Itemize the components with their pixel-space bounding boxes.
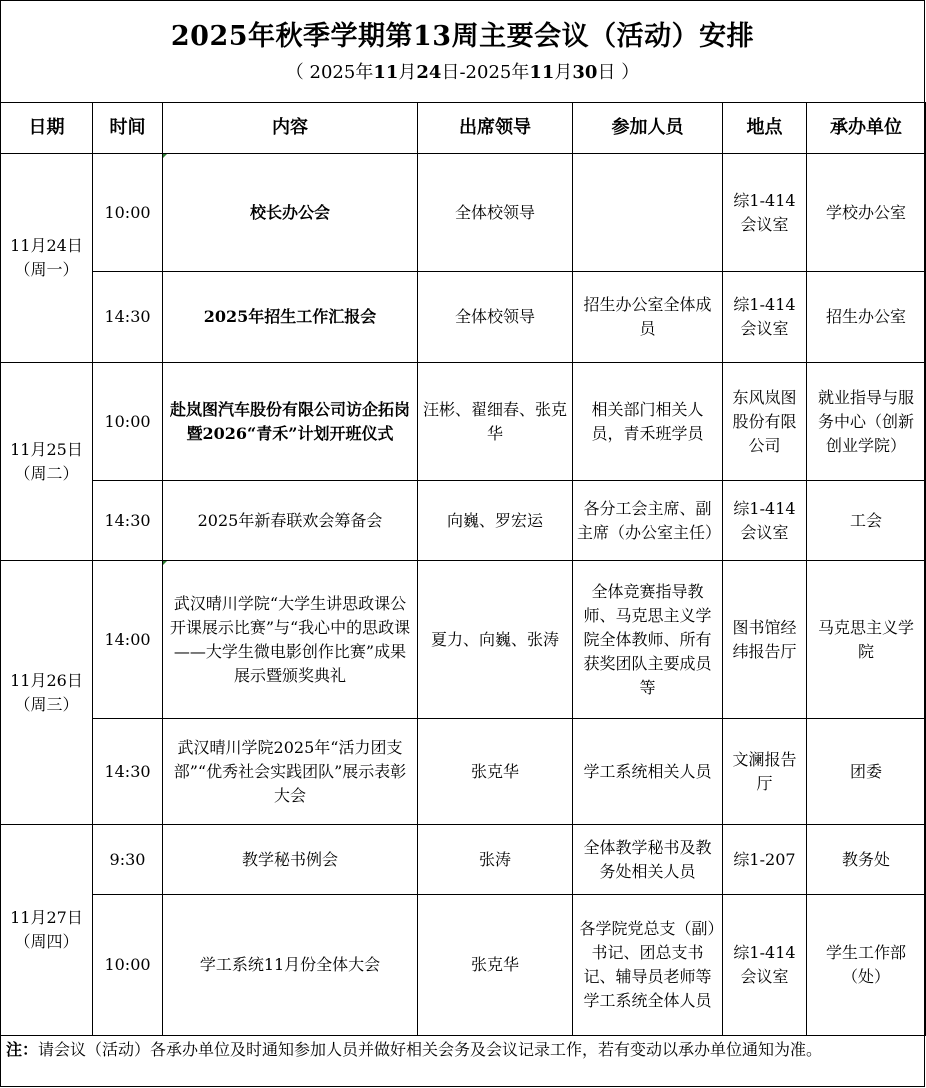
col-header-content: 内容 <box>163 103 418 154</box>
leaders-cell: 汪彬、翟细春、张克华 <box>418 363 573 481</box>
location-cell: 综1-414会议室 <box>723 272 807 363</box>
content-cell: 2025年新春联欢会筹备会 <box>163 481 418 561</box>
location-cell: 图书馆经纬报告厅 <box>723 561 807 719</box>
content-cell: 2025年招生工作汇报会 <box>163 272 418 363</box>
participants-cell: 招生办公室全体成员 <box>573 272 723 363</box>
table-row <box>1 363 926 481</box>
date-cell <box>1 154 93 363</box>
col-header-location: 地点 <box>723 103 807 154</box>
cell-marker <box>163 561 167 565</box>
participants-cell: 各学院党总支（副）书记、团总支书记、辅导员老师等学工系统全体人员 <box>573 895 723 1036</box>
subtitle-month-char-2: 月 <box>554 62 573 83</box>
organizer-cell: 工会 <box>807 481 926 561</box>
col-header-organizer: 承办单位 <box>807 103 926 154</box>
date-cell <box>1 363 93 561</box>
subtitle-month-end: 11 <box>529 62 555 83</box>
time-cell: 14:00 <box>93 561 163 719</box>
note-label: 注： <box>6 1040 39 1059</box>
leaders-cell: 全体校领导 <box>418 272 573 363</box>
weekday-text: （周一） <box>14 260 79 279</box>
date-text: 11月26日 <box>10 670 83 690</box>
time-cell: 14:30 <box>93 272 163 363</box>
organizer-cell: 学生工作部（处） <box>807 895 926 1036</box>
date-range-subtitle <box>0 58 925 84</box>
leaders-cell: 全体校领导 <box>418 154 573 272</box>
footer-note <box>6 1038 916 1062</box>
date-cell <box>1 561 93 825</box>
subtitle-day-end: 30 <box>572 62 598 83</box>
schedule-table <box>0 102 926 1036</box>
leaders-cell: 夏力、向巍、张涛 <box>418 561 573 719</box>
date-cell <box>1 825 93 1036</box>
location-cell: 综1-414会议室 <box>723 895 807 1036</box>
content-cell: 赴岚图汽车股份有限公司访企拓岗暨2026“青禾”计划开班仪式 <box>163 363 418 481</box>
organizer-cell: 就业指导与服务中心（创新创业学院） <box>807 363 926 481</box>
col-header-leaders: 出席领导 <box>418 103 573 154</box>
weekday-text: （周四） <box>14 932 79 951</box>
content-cell: 武汉晴川学院2025年“活力团支部”“优秀社会实践团队”展示表彰大会 <box>163 719 418 825</box>
content-cell: 学工系统11月份全体大会 <box>163 895 418 1036</box>
time-cell: 10:00 <box>93 895 163 1036</box>
header-row <box>1 103 926 154</box>
time-cell: 14:30 <box>93 719 163 825</box>
leaders-cell: 向巍、罗宏运 <box>418 481 573 561</box>
table-row <box>1 719 926 825</box>
participants-cell: 各分工会主席、副主席（办公室主任） <box>573 481 723 561</box>
leaders-cell: 张涛 <box>418 825 573 895</box>
organizer-cell: 学校办公室 <box>807 154 926 272</box>
subtitle-close: 日 ） <box>597 62 640 83</box>
table-row <box>1 154 926 272</box>
leaders-cell: 张克华 <box>418 895 573 1036</box>
content-cell: 校长办公会 <box>163 154 418 272</box>
weekday-text: （周三） <box>14 694 79 714</box>
content-cell: 教学秘书例会 <box>163 825 418 895</box>
date-text: 11月27日 <box>10 908 83 927</box>
participants-cell: 全体教学秘书及教务处相关人员 <box>573 825 723 895</box>
table-row <box>1 272 926 363</box>
date-text: 11月25日 <box>10 439 83 459</box>
subtitle-mid: 日-2025年 <box>441 62 530 83</box>
location-cell: 综1-414会议室 <box>723 481 807 561</box>
location-cell: 文澜报告厅 <box>723 719 807 825</box>
participants-cell: 全体竞赛指导教师、马克思主义学院全体教师、所有获奖团队主要成员等 <box>573 561 723 719</box>
subtitle-day-start: 24 <box>416 62 442 83</box>
time-cell: 10:00 <box>93 154 163 272</box>
note-text: 请会议（活动）各承办单位及时通知参加人员并做好相关会务及会议记录工作，若有变动以承办单位通知为准。 <box>38 1040 823 1059</box>
organizer-cell: 马克思主义学院 <box>807 561 926 719</box>
table-row <box>1 825 926 895</box>
time-cell: 14:30 <box>93 481 163 561</box>
subtitle-month-start: 11 <box>373 62 399 83</box>
time-cell: 10:00 <box>93 363 163 481</box>
subtitle-month-char: 月 <box>398 62 417 83</box>
participants-cell: 相关部门相关人员，青禾班学员 <box>573 363 723 481</box>
weekday-text: （周二） <box>14 463 79 483</box>
leaders-cell: 张克华 <box>418 719 573 825</box>
time-cell: 9:30 <box>93 825 163 895</box>
subtitle-open: （ 2025年 <box>285 62 374 83</box>
content-cell: 武汉晴川学院“大学生讲思政课公开课展示比赛”与“我心中的思政课——大学生微电影创作比赛”成果展示暨颁奖典礼 <box>163 561 418 719</box>
participants-cell: 学工系统相关人员 <box>573 719 723 825</box>
table-row <box>1 481 926 561</box>
col-header-date: 日期 <box>1 103 93 154</box>
organizer-cell: 招生办公室 <box>807 272 926 363</box>
location-cell: 东风岚图股份有限公司 <box>723 363 807 481</box>
col-header-time: 时间 <box>93 103 163 154</box>
location-cell: 综1-414会议室 <box>723 154 807 272</box>
participants-cell <box>573 154 723 272</box>
organizer-cell: 团委 <box>807 719 926 825</box>
page-title: 2025年秋季学期第13周主要会议（活动）安排 <box>170 21 755 52</box>
col-header-participants: 参加人员 <box>573 103 723 154</box>
table-row <box>1 561 926 719</box>
date-text: 11月24日 <box>10 236 83 255</box>
table-row <box>1 895 926 1036</box>
cell-marker <box>163 154 167 158</box>
location-cell: 综1-207 <box>723 825 807 895</box>
organizer-cell: 教务处 <box>807 825 926 895</box>
